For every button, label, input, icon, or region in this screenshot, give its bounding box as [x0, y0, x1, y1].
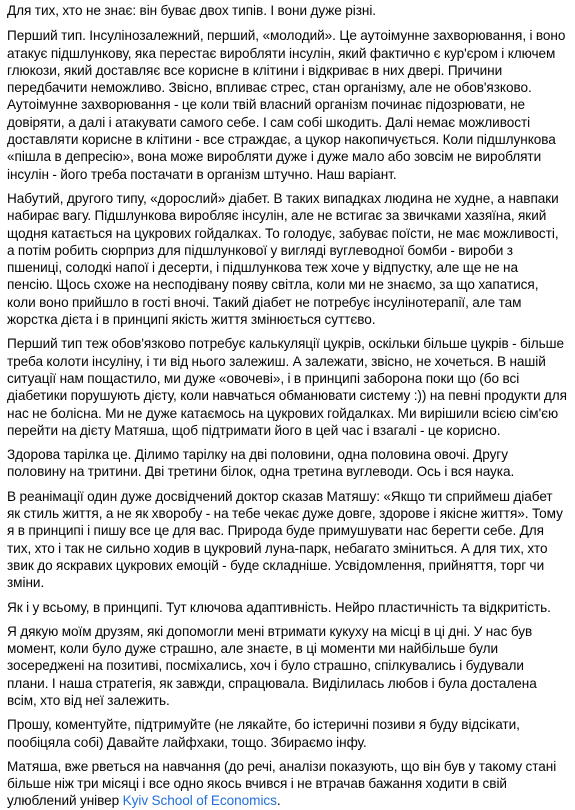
post-paragraph-doctor-quote: В реанімації один дуже досвідчений доктор сказав Матяшу: «Якщо ти сприймеш діабет як стиль життя, а не як хворобу - на тебе чекає дуже довге, здорове і якісне життя». Тому я в принципі і пишу все це для вас. Природа буде примушувати нас берегти себе. Для тих, хто і так не сильно ходив в цукровий луна-парк, небагато зміниться. А для тих, хто звик до яскравих цукрових емоцій - буде складніше. Усвідомлення, прийняття, торг чи зміни. [7, 488, 563, 591]
post-paragraph-type-two: Набутий, другого типу, «дорослий» діабет. В таких випадках людина не худне, а навпаки набирає вагу. Підшлункова виробляє інсулін, але не встигає за звичками хазяїна, який щодня катається на цукрових гойдалках. То голодує, забуває поїсти, не має можливості, а потім робить сюрприз для підшлункової у вигляді вуглеводної бомби - вироби з пшениці, солодкі напої і десерти, і підшлункова теж хоче у відпустку, але ще не на пенсію. Щось схоже на несподівану появу світла, коли ми не знаємо, за що хапатися, коли воно прийшло в гості вночі. Такий діабет не потребує інсулінотерапії, але там жорстка дієта і в принципі якість життя змінюється суттєво. [7, 190, 559, 328]
post-paragraph-sugar-calculation: Перший тип теж обов'язково потребує калькуляції цукрів, оскільки більше цукрів - більше треба колоти інсуліну, і ти від нього залежиш. А залежати, звісно, не хочеться. В нашій ситуації нам пощастило, ми дуже «овочеві», і в принципі заборона поки що (бо всі діабетики порушують дієту, коли навчаться обманювати систему :)) на певні продукти для нас не болісна. Ми не дуже катаємось на цукрових гойдалках. Ми вирішили всією сім'єю перейти на дієту Матяша, щоб підтримати його в цей час і взагалі - це корисно. [7, 336, 567, 438]
post-paragraph-studies [7, 758, 567, 810]
post-paragraph-type-one: Перший тип. Інсулінозалежний, перший, «молодий». Це аутоімунне захворювання, і воно атакує підшлункову, яка перестає виробляти інсулін, який фактично є кур'єром і ключем глюкози, який доставляє все корисне в клітини і відкриває в них двері. Причини передбачити неможливо. Звісно, впливає стрес, стан організму, але не обов'язково. Аутоімунне захворювання - це коли твій власний організм починає підозрювати, не довіряти, а далі і атакувати самого себе. І сам собі шкодить. Далі немає можливості доставляти корисне в клітини - все страждає, а цукор накопичується. Коли підшлункова «пішла в депресію», вона може виробляти дуже і дуже мало або зовсім не виробляти інсулін - його треба постачати в організм штучно. Наш варіант. [7, 28, 566, 182]
kyiv-school-of-economics-link[interactable]: Kyiv School of Economics [122, 793, 277, 809]
studies-text-end: . [276, 793, 281, 809]
post-paragraph-request-comments: Прошу, коментуйте, підтримуйте (не лякайте, бо істеричні позиви я буду відсікати, пообіцяла собі) Давайте лайфхаки, тощо. Збираємо інфу. [7, 717, 520, 750]
studies-text: Матяша, вже рветься на навчання (до речі, аналізи показують, що він був у такому стані більше ніж три місяці і все одно якось вчився і не втрачав бажання ходити в свій улюблений універ [7, 758, 557, 809]
post-paragraph-intro: Для тих, хто не знає: він буває двох типів. І вони дуже різні. [7, 3, 377, 18]
post-paragraph-thanks-friends: Я дякую моїм друзям, які допомогли мені втримати кукуху на місці в ці дні. У нас був момент, коли було дуже страшно, але знаєте, в ці моменти ми найбільше були зосереджені на позитиві, посміхались, хоч і було страшно, спілкувались і будували плани. І наша стратегія, як завжди, спрацювала. Виділилась любов і була досталена всім, хто від неї залежить. [7, 623, 537, 708]
post-paragraph-adaptivity: Як і у всьому, в принципі. Тут ключова адаптивність. Нейро пластичність та відкритість. [7, 599, 551, 615]
post-paragraph-healthy-plate: Здорова тарілка це. Ділимо тарілку на дві половини, одна половина овочі. Другу половину на тритини. Дві третини білок, одна третина вуглеводи. Ось і вся наука. [7, 447, 515, 480]
